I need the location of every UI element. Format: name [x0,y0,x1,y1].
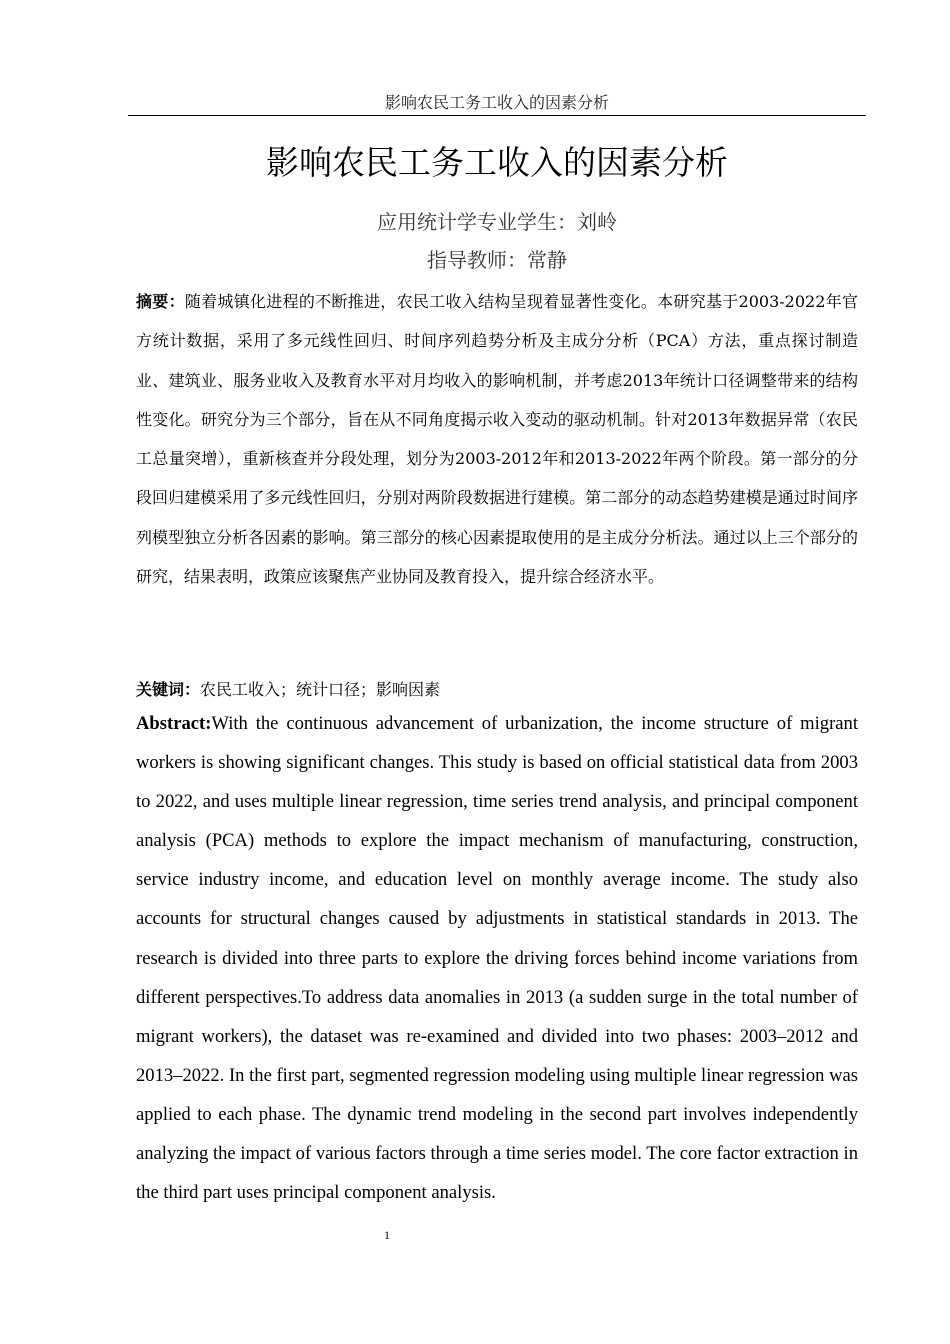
keywords-zh [136,675,858,705]
author-line: 应用统计学专业学生：刘岭 [377,210,617,234]
abstract-en-label: Abstract: [136,713,212,734]
abstract-zh-text: 随着城镇化进程的不断推进，农民工收入结构呈现着显著性变化。本研究基于2003-2022年官方统计数据，采用了多元线性回归、时间序列趋势分析及主成分分析（PCA）方法，重点探讨制造业、建筑业、服务业收入及教育水平对月均收入的影响机制，并考虑2013年统计口径调整带来的结构性变化。研究分为三个部分，旨在从不同角度揭示收入变动的驱动机制。针对2013年数据异常（农民工总量突增），重新核查并分段处理，划分为2003-2012年和2013-2022年两个阶段。第一部分的分段回归建模采用了多元线性回归，分别对两阶段数据进行建模。第二部分的动态趋势建模是通过时间序列模型独立分析各因素的影响。第三部分的核心因素提取使用的是主成分分析法。通过以上三个部分的研究，结果表明，政策应该聚焦产业协同及教育投入，提升综合经济水平。 [136,292,858,587]
page-number: 1 [384,1228,390,1242]
keywords-zh-label: 关键词： [136,680,201,699]
paper-title: 影响农民工务工收入的因素分析 [266,143,728,182]
abstract-en [136,704,858,1212]
running-header: 影响农民工务工收入的因素分析 [384,93,609,112]
abstract-en-text: With the continuous advancement of urbanization, the income structure of migrant workers is showing significant changes. This study is based on official statistical data from 2003 to 2022, and uses multiple linear regression, time series trend analysis, and principal component analysis (PCA) methods to explore the impact mechanism of manufacturing, construction, service industry income, and education level on monthly average income. The study also accounts for structural changes caused by adjustments in statistical standards in 2013. The research is divided into three parts to explore the driving forces behind income variations from different perspectives.To address data anomalies in 2013 (a sudden surge in the total number of migrant workers), the dataset was re-examined and divided into two phases: 2003–2012 and 2013–2022. In the first part, segmented regression modeling using multiple linear regression was applied to each phase. The dynamic trend modeling in the second part involves independently analyzing the impact of various factors through a time series model. The core factor extraction in the third part uses principal component analysis. [136,713,858,1204]
advisor-line: 指导教师：常静 [427,248,567,272]
header-rule [128,115,866,116]
abstract-zh [136,282,858,596]
abstract-zh-label: 摘要： [136,292,185,311]
keywords-zh-text: 农民工收入；统计口径；影响因素 [200,680,441,699]
